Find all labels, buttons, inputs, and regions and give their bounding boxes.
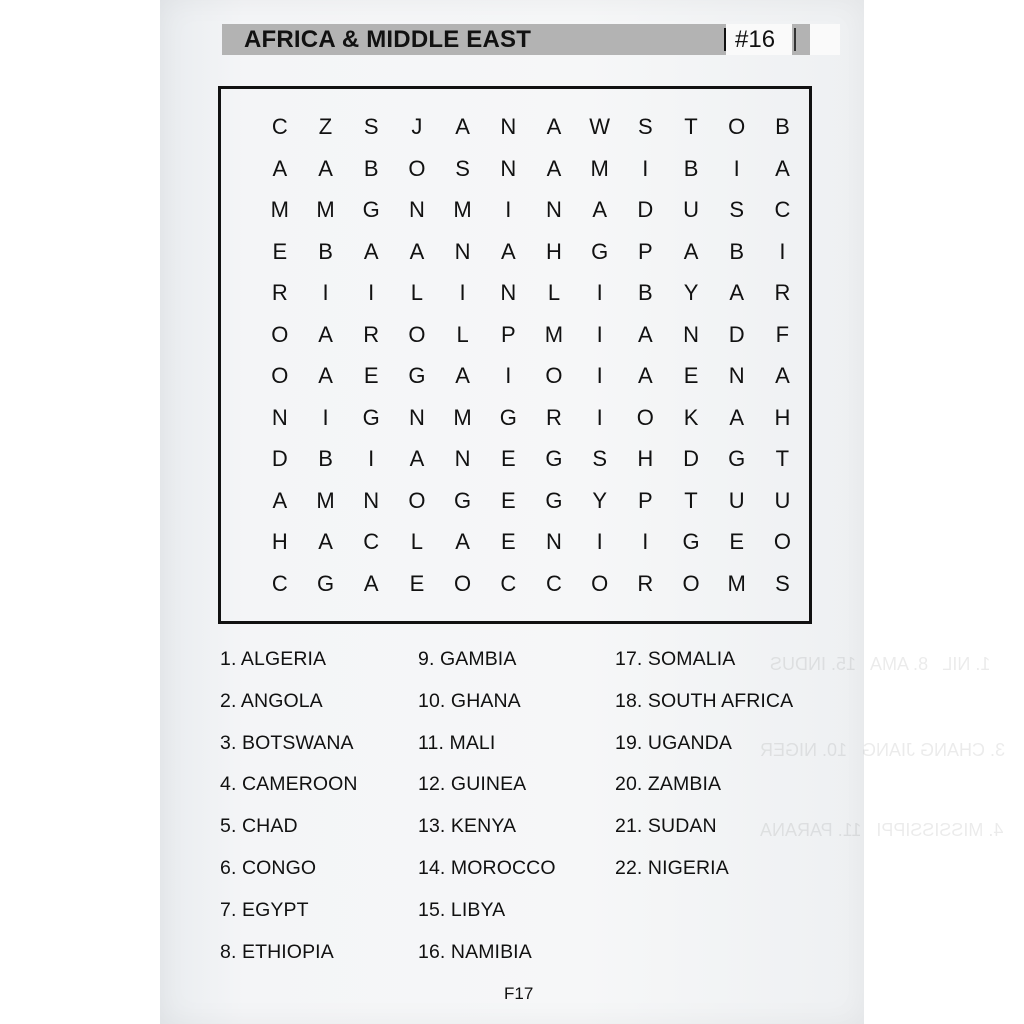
grid-letter: D [683,446,699,471]
grid-letter: O [408,487,426,513]
grid-letter: A [318,321,333,347]
grid-letter: E [729,529,745,554]
grid-letter: A [272,487,288,513]
title-end-divider [794,28,796,51]
grid-letter: G [728,446,746,471]
word-list-item: 3. BOTSWANA [220,731,354,754]
word-list-column-1 [220,648,358,982]
word-list-item: 2. ANGOLA [220,689,323,712]
grid-letter: A [729,404,745,430]
grid-letter: G [454,487,472,513]
grid-letter: H [637,446,654,471]
bleed-through-text: 4. MISSISSIPPI 11. PARANA [760,820,1004,840]
word-list-item: 14. MOROCCO [418,856,556,879]
title-bar [222,24,810,55]
grid-letter: S [363,114,379,139]
grid-letter: C [271,114,288,139]
grid-letter: E [500,446,516,471]
grid-letter: O [408,155,426,181]
grid-letter: O [682,570,700,596]
grid-letter: C [363,529,380,554]
grid-letter: N [546,529,562,554]
grid-letter: G [408,363,426,388]
grid-letter: A [455,529,470,554]
word-list-item: 16. NAMIBIA [418,940,532,963]
grid-letter: G [545,446,563,471]
grid-letter: I [733,155,740,181]
grid-letter: O [773,529,791,554]
grid-letter: I [596,280,603,305]
grid-letter: M [453,404,472,430]
grid-letter: A [409,446,425,471]
grid-letter: D [637,197,654,222]
puzzle-page [160,0,1006,1024]
grid-letter: O [271,363,289,388]
grid-letter: Z [318,114,333,139]
grid-letter: N [546,197,562,222]
bleed-through-text: 1. NIL 8. AMA 15. INDUS [770,654,991,674]
grid-letter: P [638,487,653,513]
grid-letter: M [453,197,472,222]
grid-letter: A [683,238,699,264]
grid-letter: G [545,487,563,513]
grid-letter: S [775,570,790,596]
grid-letter: I [642,529,649,554]
grid-letter: R [363,321,380,347]
word-search-grid [257,113,805,611]
grid-letter: L [456,321,469,347]
grid-letter: A [500,238,516,264]
puzzle-number-box [726,24,840,55]
grid-letter: E [500,529,516,554]
grid-letter: U [683,197,699,222]
grid-letter: D [271,446,288,471]
puzzle-number: #16 [735,26,776,53]
grid-letter: E [500,487,516,513]
grid-letter: N [683,321,699,347]
grid-letter: A [775,363,790,388]
grid-letter: P [500,321,516,347]
grid-letter: I [596,321,603,347]
grid-letter: I [642,155,649,181]
grid-letter: N [500,114,517,139]
puzzle-title: AFRICA & MIDDLE EAST [244,26,532,53]
grid-letter: R [637,570,654,596]
grid-letter: B [683,155,699,181]
word-list-item: 18. SOUTH AFRICA [615,689,794,712]
grid-letter: N [408,197,425,222]
grid-letter: C [546,570,562,596]
grid-letter: H [774,404,791,430]
grid-letter: E [363,363,379,388]
grid-letter: I [596,363,603,388]
grid-letter: R [774,280,791,305]
grid-letter: A [272,155,288,181]
grid-letter: O [636,404,654,430]
grid-letter: C [271,570,288,596]
grid-letter: I [368,446,375,471]
word-list-item: 17. SOMALIA [615,648,736,670]
grid-letter: R [271,280,288,305]
grid-letter: P [638,238,653,264]
bleed-through-text: 3. CHANG JIANG 10. NIGER [760,740,1006,760]
grid-letter: N [271,404,288,430]
word-search-grid-frame [218,86,812,624]
word-list-item: 13. KENYA [418,815,517,838]
grid-letter: N [500,155,517,181]
grid-letter: I [505,197,512,222]
grid-letter: B [638,280,653,305]
grid-letter: M [590,155,609,181]
grid-letter: N [454,446,471,471]
grid-letter: H [546,238,562,264]
grid-letter: G [362,404,380,430]
grid-letter: E [409,570,425,596]
grid-letter: B [729,238,745,264]
grid-letter: A [318,155,333,181]
grid-letter: A [546,114,562,139]
grid-letter: A [409,238,425,264]
grid-letter: L [547,280,561,305]
grid-letter: S [592,446,607,471]
word-list-item: 20. ZAMBIA [615,773,722,796]
grid-letter: W [589,114,611,139]
word-list-item: 21. SUDAN [615,815,717,838]
grid-letter: C [500,570,517,596]
grid-letter: N [500,280,517,305]
grid-letter: O [454,570,472,596]
grid-letter: A [775,155,790,181]
grid-letter: G [591,238,609,264]
grid-letter: Y [683,280,699,305]
grid-letter: N [408,404,425,430]
grid-letter: O [591,570,609,596]
grid-letter: E [683,363,699,388]
grid-letter: A [455,114,470,139]
grid-letter: K [683,404,699,430]
grid-letter: J [411,114,423,139]
grid-letter: M [316,197,335,222]
grid-letter: A [455,363,470,388]
word-list-item: 19. UGANDA [615,731,732,754]
grid-letter: O [545,363,563,388]
grid-letter: N [728,363,745,388]
grid-letter: T [775,446,790,471]
grid-letter: A [363,570,379,596]
word-list-item: 22. NIGERIA [615,856,729,879]
word-list-item: 6. CONGO [220,856,317,879]
grid-letter: T [684,114,698,139]
grid-letter: N [454,238,471,264]
grid-letter: E [272,238,288,264]
grid-letter: I [322,404,329,430]
word-list-item: 8. ETHIOPIA [220,940,334,963]
grid-letter: S [638,114,653,139]
word-list-item: 12. GUINEA [418,773,527,796]
grid-letter: I [322,280,329,305]
word-list-item: 5. CHAD [220,815,298,838]
grid-letter: A [318,529,333,554]
grid-letter: U [728,487,745,513]
word-list-item: 10. GHANA [418,689,521,712]
word-list-item: 9. GAMBIA [418,648,517,670]
grid-letter: L [410,529,424,554]
grid-letter: B [318,446,333,471]
word-list-item: 15. LIBYA [418,898,506,921]
grid-letter: U [774,487,791,513]
grid-letter: A [318,363,333,388]
page-label: F17 [504,984,534,1003]
grid-letter: B [363,155,379,181]
grid-letter: S [729,197,745,222]
grid-letter: O [408,321,426,347]
grid-letter: C [774,197,791,222]
grid-letter: A [546,155,562,181]
grid-letter: I [505,363,512,388]
grid-letter: M [316,487,335,513]
word-list-item: 7. EGYPT [220,898,309,921]
word-list-item: 11. MALI [418,731,496,754]
grid-letter: S [455,155,470,181]
grid-letter: L [410,280,424,305]
grid-letter: H [271,529,288,554]
grid-letter: I [459,280,466,305]
grid-letter: G [499,404,517,430]
grid-letter: A [729,280,745,305]
grid-letter: A [638,363,653,388]
word-list-item: 1. ALGERIA [220,648,327,670]
grid-letter: R [546,404,562,430]
grid-letter: O [728,114,746,139]
grid-letter: G [682,529,700,554]
grid-letter: B [318,238,333,264]
grid-letter: T [684,487,698,513]
word-list-column-2 [418,648,556,982]
grid-letter: O [271,321,289,347]
grid-letter: M [727,570,746,596]
grid-letter: I [779,238,786,264]
grid-letter: A [363,238,379,264]
grid-letter: Y [592,487,607,513]
grid-letter: G [362,197,380,222]
grid-letter: M [270,197,289,222]
grid-letter: F [775,321,790,347]
grid-letter: M [544,321,564,347]
word-list-item: 4. CAMEROON [220,773,358,796]
grid-letter: I [596,404,603,430]
grid-letter: I [368,280,375,305]
word-list-column-3 [615,648,793,899]
grid-letter: N [363,487,380,513]
grid-letter: G [316,570,335,596]
grid-letter: A [592,197,607,222]
grid-letter: B [775,114,790,139]
grid-letter: I [596,529,603,554]
grid-letter: D [728,321,745,347]
grid-letter: A [638,321,653,347]
